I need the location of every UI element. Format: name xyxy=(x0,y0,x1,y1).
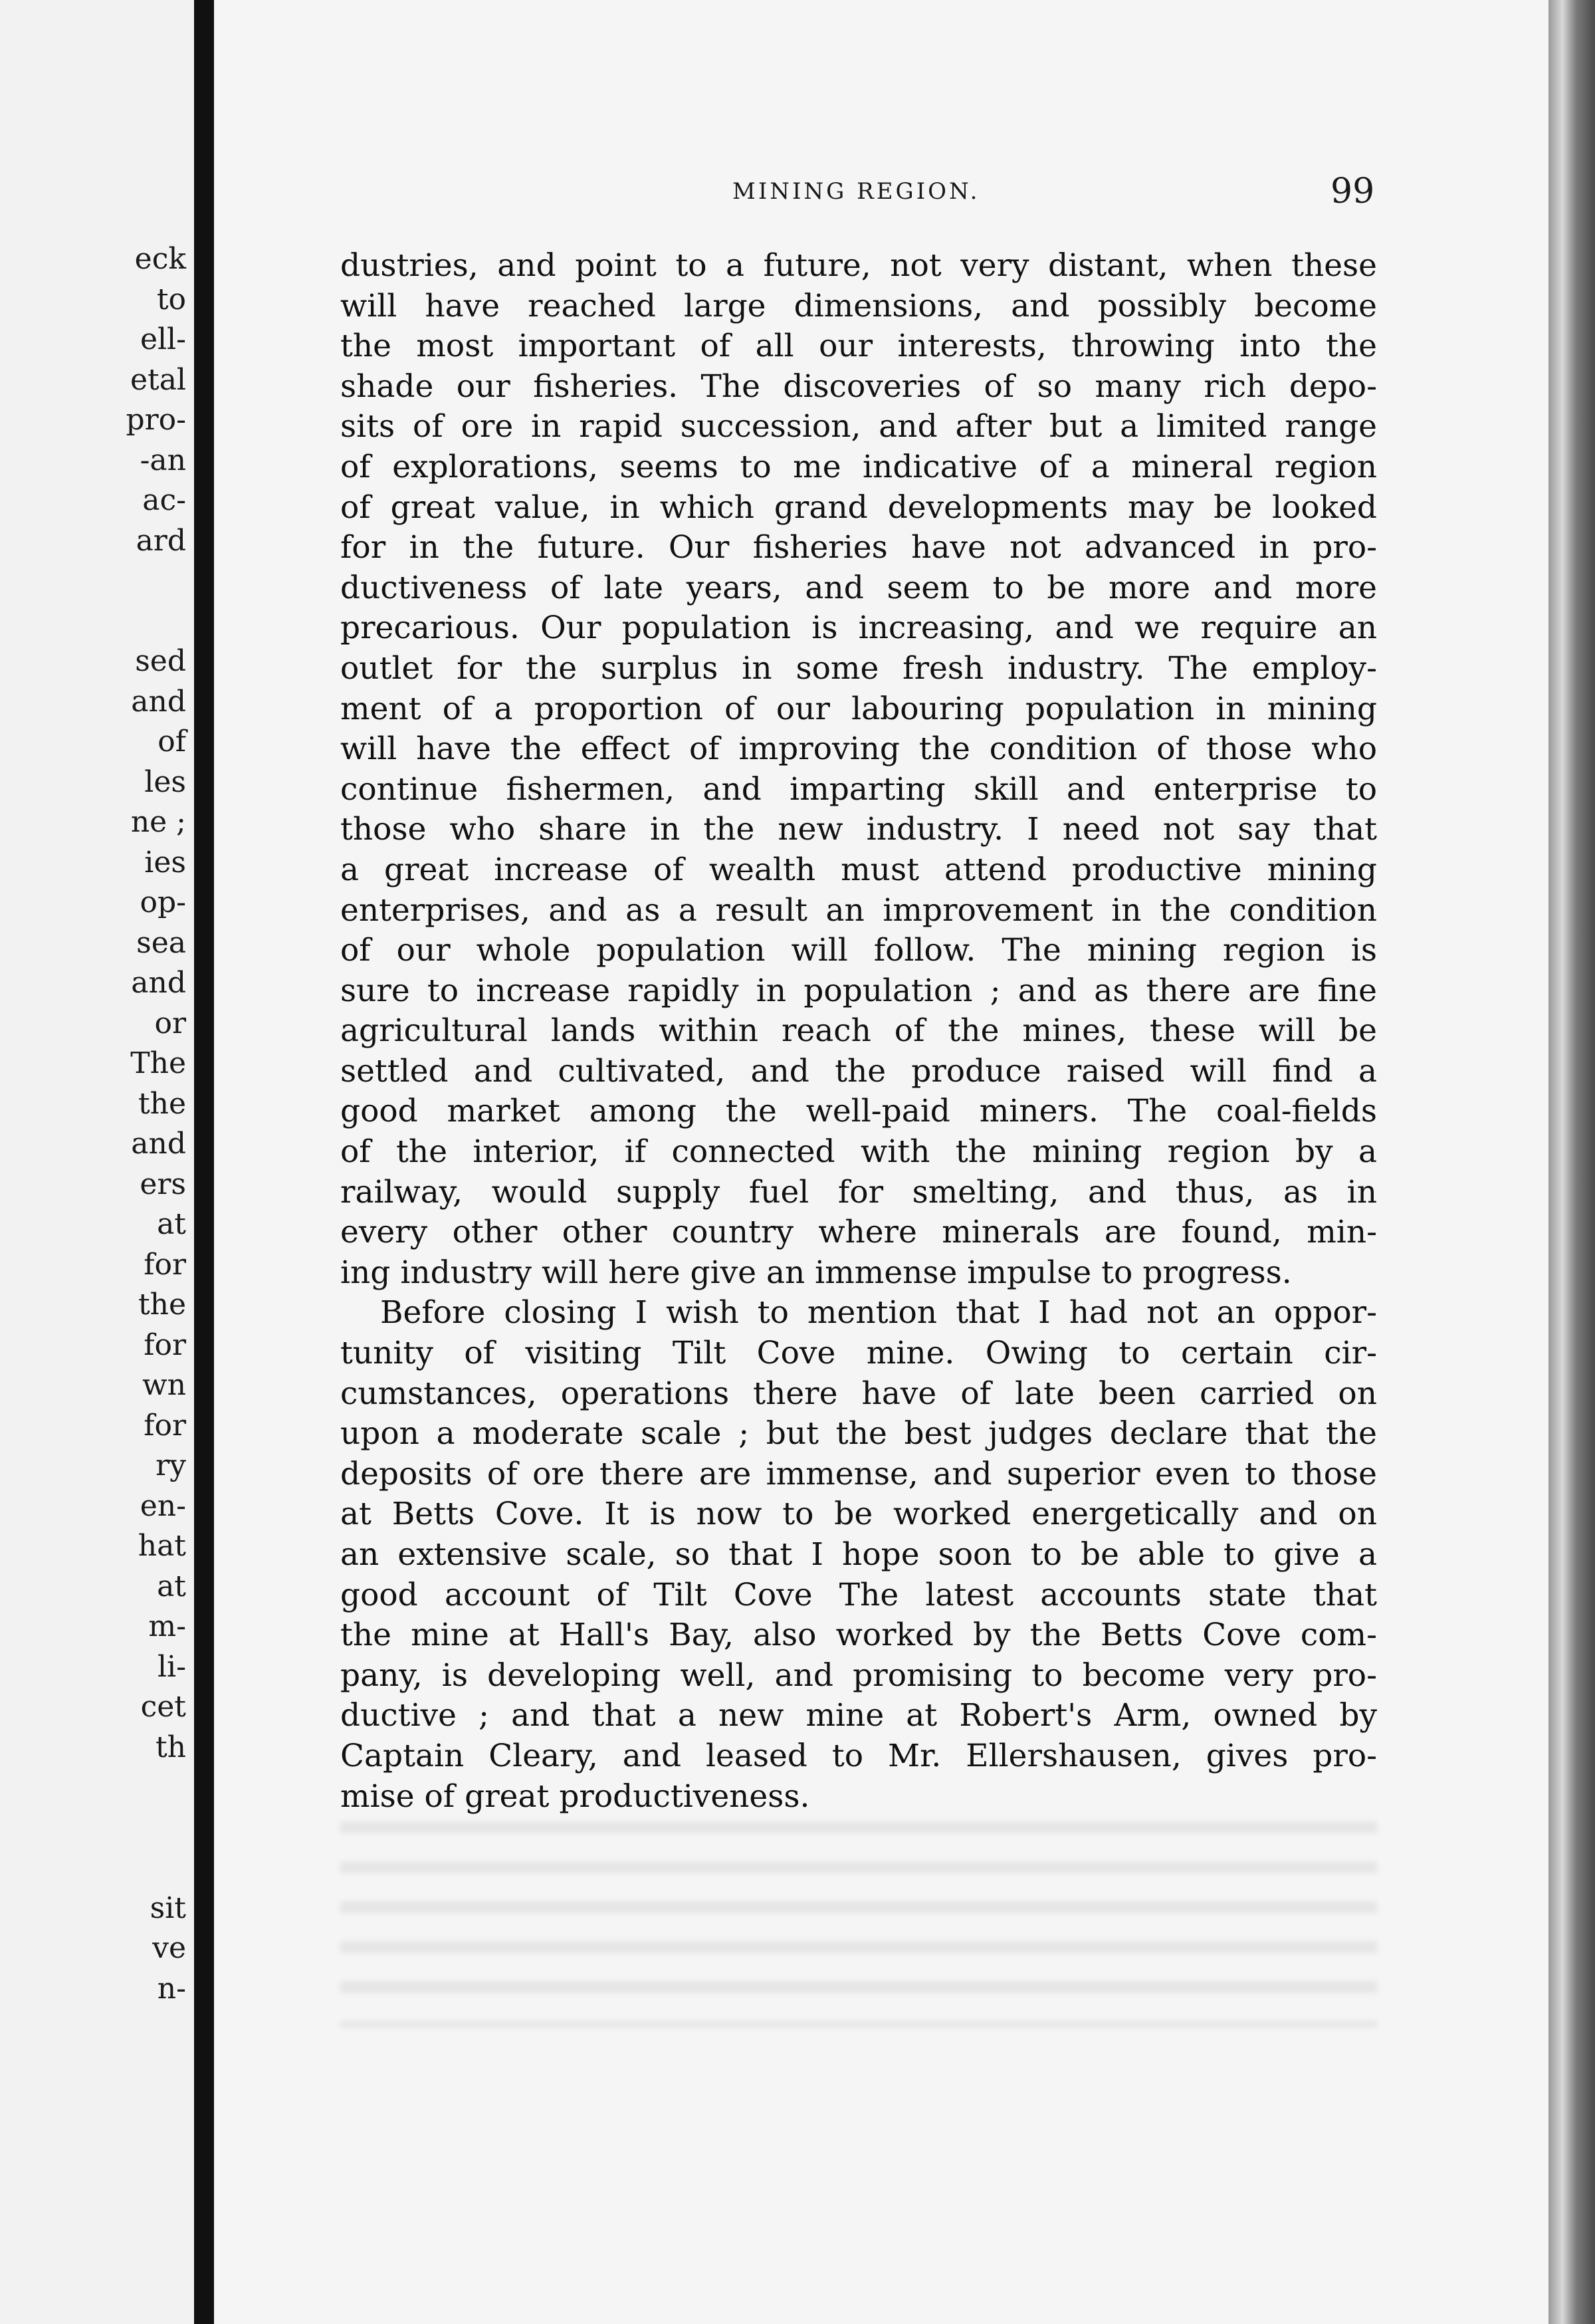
previous-page-fragment: etal xyxy=(130,362,186,397)
previous-page-fragment: eck xyxy=(134,242,186,276)
running-title: MINING REGION. xyxy=(732,178,980,205)
page-number: 99 xyxy=(1330,172,1375,211)
previous-page-fragment: ne ; xyxy=(130,805,186,839)
previous-page-fragment: and xyxy=(131,684,186,719)
text-line: mise of great productiveness. xyxy=(340,1778,810,1815)
previous-page-fragment: for xyxy=(144,1328,186,1362)
previous-page-fragment: wn xyxy=(142,1368,186,1402)
previous-page-fragment: ry xyxy=(156,1449,186,1482)
previous-page-fragment: the xyxy=(138,1086,186,1121)
previous-page-fragment: sea xyxy=(136,925,186,960)
previous-page-fragment: of xyxy=(158,725,186,758)
previous-page-fragment: les xyxy=(144,764,186,799)
text-line: upon a moderate scale ; but the best judges declare that the xyxy=(340,1415,1377,1452)
text-line: those who share in the new industry. I need not say that xyxy=(340,811,1377,848)
text-line: Captain Cleary, and leased to Mr. Ellershausen, gives pro- xyxy=(340,1737,1377,1774)
previous-page-fragment xyxy=(126,561,186,602)
current-page xyxy=(214,0,1548,2324)
previous-page-fragment xyxy=(126,1768,186,1808)
previous-page-fragment: ard xyxy=(136,523,186,558)
text-line: precarious. Our population is increasing, and we require an xyxy=(340,610,1377,647)
previous-page-fragment: for xyxy=(144,1247,186,1282)
previous-page-fragment: hat xyxy=(138,1529,186,1563)
text-line: settled and cultivated, and the produce raised will find a xyxy=(340,1052,1377,1090)
previous-page-fragment: n- xyxy=(157,1971,186,2006)
text-line: shade our fisheries. The discoveries of so many rich depo- xyxy=(340,368,1377,405)
text-line: ment of a proportion of our labouring population in mining xyxy=(340,690,1377,727)
text-line: will have the effect of improving the condition of those who xyxy=(340,731,1377,768)
text-line: a great increase of wealth must attend productive mining xyxy=(340,851,1377,888)
previous-page-fragment: The xyxy=(130,1046,186,1080)
previous-page-fragment: at xyxy=(157,1569,186,1603)
previous-page-fragment: cet xyxy=(140,1690,186,1724)
text-line: enterprises, and as a result an improvement in the condition xyxy=(340,891,1377,929)
text-line: cumstances, operations there have of late been carried on xyxy=(340,1375,1377,1412)
text-line: of our whole population will follow. The mining region is xyxy=(340,932,1377,969)
previous-page-fragment: and xyxy=(131,966,186,1000)
previous-page-fragment: the xyxy=(138,1288,186,1322)
text-line: will have reached large dimensions, and possibly become xyxy=(340,287,1377,324)
previous-page-fragment: -an xyxy=(140,443,186,477)
text-line: the most important of all our interests, throwing into the xyxy=(340,328,1377,365)
text-line: of the interior, if connected with the mining region by a xyxy=(340,1133,1377,1171)
text-line: sits of ore in rapid succession, and after but a limited range xyxy=(340,408,1377,445)
text-line: tunity of visiting Tilt Cove mine. Owing to certain cir- xyxy=(340,1335,1377,1372)
text-line: deposits of ore there are immense, and superior even to those xyxy=(340,1455,1377,1492)
text-line: good market among the well-paid miners. The coal-fields xyxy=(340,1093,1377,1130)
text-line: Before closing I wish to mention that I had not an oppor- xyxy=(380,1294,1377,1332)
text-line: outlet for the surplus in some fresh industry. The employ- xyxy=(340,649,1377,687)
page-edge xyxy=(1548,0,1595,2324)
text-line: railway, would supply fuel for smelting, and thus, as in xyxy=(340,1173,1377,1211)
previous-page-fragment: to xyxy=(156,282,186,316)
previous-page-fragment: ac- xyxy=(142,483,186,517)
previous-page-fragment xyxy=(126,602,186,642)
bleed-through-text xyxy=(340,1821,1377,2028)
previous-page-fragment: en- xyxy=(140,1488,186,1523)
previous-page-fragment: or xyxy=(154,1006,186,1040)
text-line: ductiveness of late years, and seem to be more and more xyxy=(340,569,1377,606)
previous-page-fragment: ell- xyxy=(140,322,186,356)
text-line: dustries, and point to a future, not very distant, when these xyxy=(340,247,1377,284)
text-line: agricultural lands within reach of the mines, these will be xyxy=(340,1012,1377,1050)
previous-page-fragment: at xyxy=(157,1207,186,1241)
book-gutter xyxy=(194,0,214,2324)
previous-page-fragment: for xyxy=(144,1408,186,1443)
previous-page-fragment: sed xyxy=(135,644,186,678)
text-line: the mine at Hall's Bay, also worked by the Betts Cove com- xyxy=(340,1617,1377,1654)
previous-page-fragment: li- xyxy=(157,1649,186,1684)
previous-page-fragment: th xyxy=(155,1730,186,1764)
text-line: of explorations, seems to me indicative of a mineral region xyxy=(340,448,1377,485)
previous-page-fragment: sit xyxy=(150,1891,186,1925)
text-line: sure to increase rapidly in population ; and as there are fine xyxy=(340,972,1377,1009)
previous-page-fragment: ve xyxy=(152,1931,186,1965)
previous-page xyxy=(0,0,194,2324)
text-line: continue fishermen, and imparting skill and enterprise to xyxy=(340,770,1377,808)
previous-page-text-fragments xyxy=(126,239,186,2009)
text-line: ductive ; and that a new mine at Robert's Arm, owned by xyxy=(340,1697,1377,1734)
text-line: an extensive scale, so that I hope soon to be able to give a xyxy=(340,1536,1377,1573)
previous-page-fragment: and xyxy=(131,1127,186,1161)
text-line: at Betts Cove. It is now to be worked energetically and on xyxy=(340,1496,1377,1533)
previous-page-fragment: ers xyxy=(140,1167,186,1201)
text-line: ing industry will here give an immense impulse to progress. xyxy=(340,1254,1292,1291)
previous-page-fragment: op- xyxy=(140,885,186,919)
text-line: for in the future. Our fisheries have not advanced in pro- xyxy=(340,529,1377,566)
page-header xyxy=(214,172,1548,218)
previous-page-fragment: ies xyxy=(144,845,186,879)
previous-page-fragment: pro- xyxy=(126,403,186,437)
previous-page-fragment xyxy=(126,1848,186,1889)
previous-page-fragment xyxy=(126,1808,186,1849)
previous-page-fragment: m- xyxy=(148,1609,186,1643)
body-text xyxy=(340,246,1377,1817)
text-line: every other other country where minerals are found, min- xyxy=(340,1214,1377,1251)
text-line: good account of Tilt Cove The latest accounts state that xyxy=(340,1576,1377,1613)
text-line: pany, is developing well, and promising to become very pro- xyxy=(340,1657,1377,1694)
text-line: of great value, in which grand developments may be looked xyxy=(340,489,1377,526)
